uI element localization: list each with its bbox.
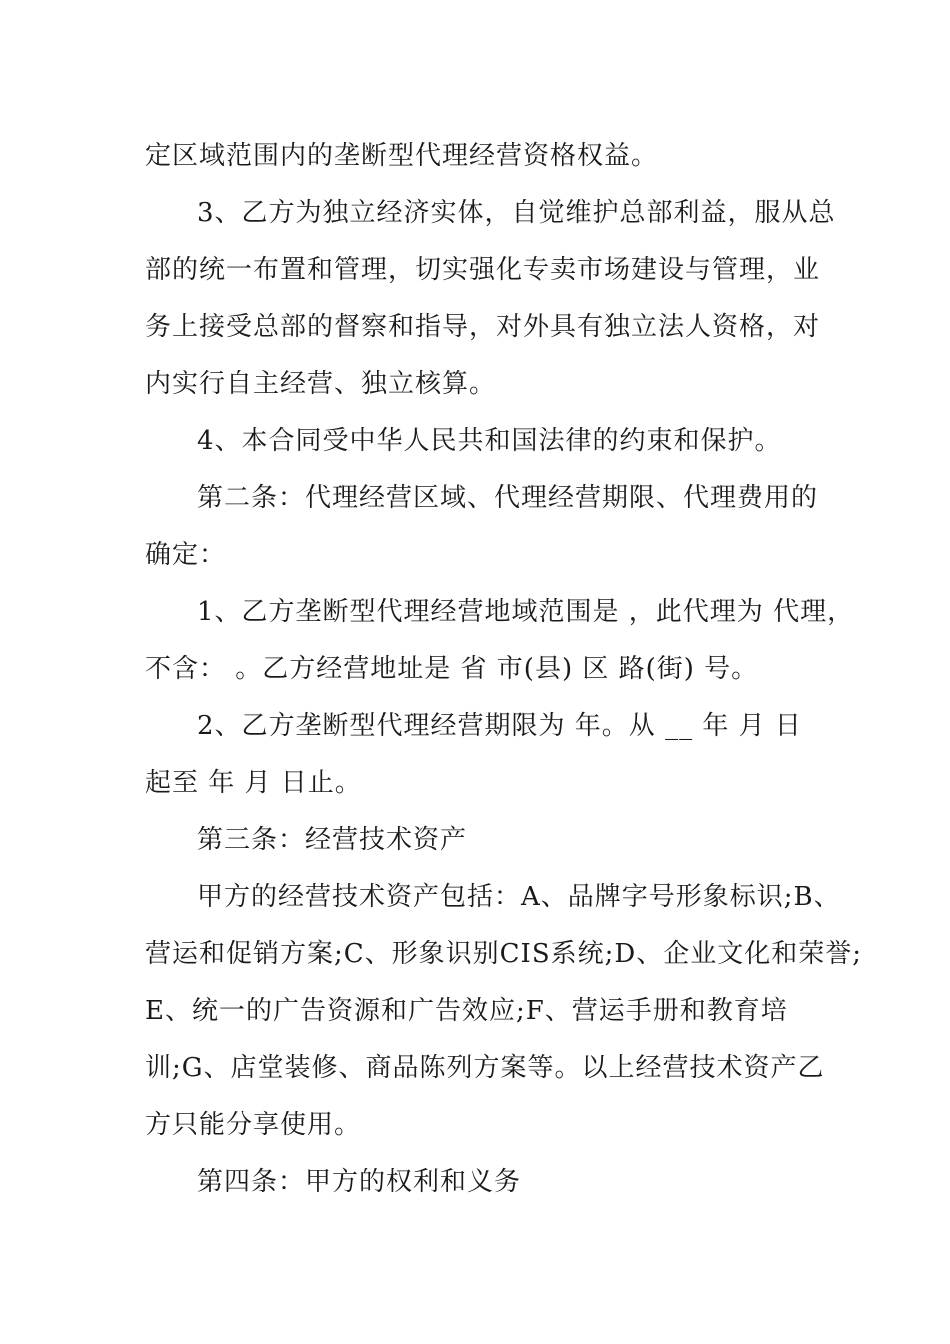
text-line: 甲方的经营技术资产包括：A、品牌字号形象标识;B、 xyxy=(197,882,841,912)
article-3-heading xyxy=(145,812,810,869)
paragraph-article-2-item-1 xyxy=(145,584,855,698)
paragraph-article-2-item-2 xyxy=(145,698,810,812)
text-line: 训;G、店堂装修、商品陈列方案等。以上经营技术资产乙 xyxy=(145,1053,825,1083)
text-line: 4、本合同受中华人民共和国法律的约束和保护。 xyxy=(197,426,782,456)
text-line: 务上接受总部的督察和指导，对外具有独立法人资格，对 xyxy=(145,312,821,342)
text-line: 不含： 。乙方经营地址是 省 市(县) 区 路(街) 号。 xyxy=(145,654,759,684)
text-line: 2、乙方垄断型代理经营期限为 年。从 __ 年 月 日 xyxy=(197,711,802,741)
article-2-heading xyxy=(145,470,819,584)
text-line: 营运和促销方案;C、形象识别CIS系统;D、企业文化和荣誉; xyxy=(145,939,862,969)
paragraph-continuation xyxy=(145,128,810,185)
text-line: 方只能分享使用。 xyxy=(145,1110,362,1140)
text-line: 内实行自主经营、独立核算。 xyxy=(145,369,497,399)
text-line: 第四条：甲方的权利和义务 xyxy=(197,1167,522,1197)
text-line: 定区域范围内的垄断型代理经营资格权益。 xyxy=(145,141,659,171)
paragraph-article-3-body xyxy=(145,869,862,1154)
article-4-heading xyxy=(145,1154,810,1211)
text-line: 1、乙方垄断型代理经营地域范围是 ，此代理为 代理， xyxy=(197,597,855,627)
document-body xyxy=(145,128,862,1211)
text-line: 3、乙方为独立经济实体，自觉维护总部利益，服从总 xyxy=(197,198,836,228)
text-line: 部的统一布置和管理，切实强化专卖市场建设与管理，业 xyxy=(145,255,821,285)
text-line: 第三条：经营技术资产 xyxy=(197,825,468,855)
paragraph-clause-4 xyxy=(145,413,810,470)
paragraph-clause-3 xyxy=(145,185,836,413)
text-line: 确定： xyxy=(145,540,227,570)
text-line: 起至 年 月 日止。 xyxy=(145,768,362,798)
text-line: E、统一的广告资源和广告效应;F、营运手册和教育培 xyxy=(145,996,788,1026)
text-line: 第二条：代理经营区域、代理经营期限、代理费用的 xyxy=(197,483,819,513)
